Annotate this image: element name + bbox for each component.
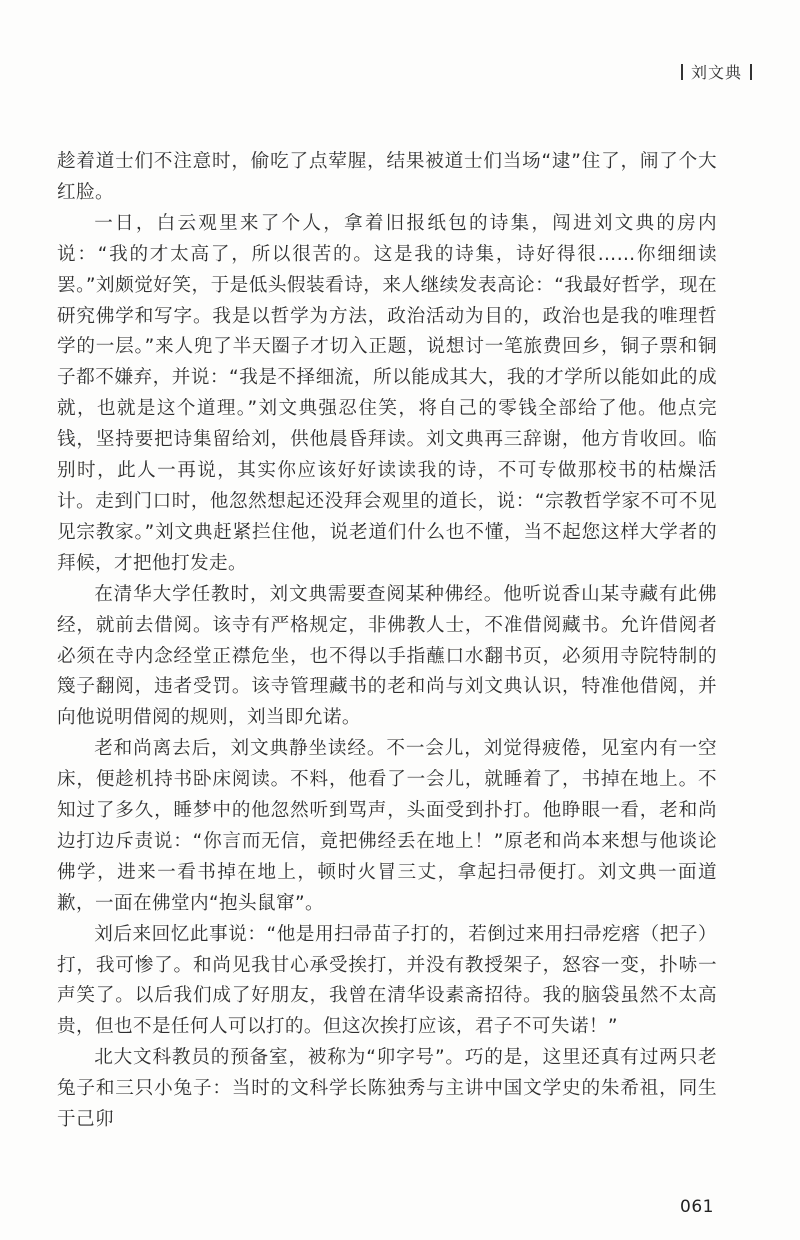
header-divider-left: [681, 64, 683, 80]
header-divider-right: [750, 64, 752, 80]
page-number: 061: [680, 1197, 714, 1217]
running-header: [681, 60, 752, 83]
paragraph: 北大文科教员的预备室，被称为“卯字号”。巧的是，这里还真有过两只老兔子和三只小兔子：当时的文科学长陈独秀与主讲中国文学史的朱希祖，同生于己卯: [57, 1047, 717, 1131]
paragraph-continued: 趁着道士们不注意时，偷吃了点荤腥，结果被道士们当场“逮”住了，闹了个大红脸。: [57, 151, 717, 203]
paragraph: 在清华大学任教时，刘文典需要查阅某种佛经。他听说香山某寺藏有此佛经，就前去借阅。该寺有严格规定，非佛教人士，不准借阅藏书。允许借阅者必须在寺内念经堂正襟危坐，也不得以手指蘸口水翻书页，必须用寺院特制的篾子翻阅，违者受罚。该寺管理藏书的老和尚与刘文典认识，特准他借阅，并向他说明借阅的规则，刘当即允诺。: [57, 583, 717, 729]
paragraph: 刘后来回忆此事说：“他是用扫帚苗子打的，若倒过来用扫帚疙瘩（把子）打，我可惨了。和尚见我甘心承受挨打，并没有教授架子，怒容一变，扑哧一声笑了。以后我们成了好朋友，我曾在清华设素斋招待。我的脑袋虽然不太高贵，但也不是任何人可以打的。但这次挨打应该，君子不可失诺！”: [57, 923, 717, 1038]
paragraph: 老和尚离去后，刘文典静坐读经。不一会儿，刘觉得疲倦，见室内有一空床，便趁机持书卧床阅读。不料，他看了一会儿，就睡着了，书掉在地上。不知过了多久，睡梦中的他忽然听到骂声，头面受到扑打。他睁眼一看，老和尚边打边斥责说：“你言而无信，竟把佛经丢在地上！”原老和尚本来想与他谈论佛学，进来一看书掉在地上，顿时火冒三丈，拿起扫帚便打。刘文典一面道歉，一面在佛堂内“抱头鼠窜”。: [57, 738, 717, 914]
paragraph: 一日，白云观里来了个人，拿着旧报纸包的诗集，闯进刘文典的房内说：“我的才太高了，所以很苦的。这是我的诗集，诗好得很……你细细读罢。”刘颇觉好笑，于是低头假装看诗，来人继续发表高论：“我最好哲学，现在研究佛学和写字。我是以哲学为方法，政治活动为目的，政治也是我的唯理哲学的一层。”来人兜了半天圈子才切入正题，说想讨一笔旅费回乡，铜子票和铜子都不嫌弃，并说：“我是不择细流，所以能成其大，我的才学所以能如此的成就，也就是这个道理。”刘文典强忍住笑，将自己的零钱全部给了他。他点完钱，坚持要把诗集留给刘，供他晨昏拜读。刘文典再三辞谢，他方肯收回。临别时，此人一再说，其实你应该好好读读我的诗，不可专做那校书的枯燥活计。走到门口时，他忽然想起还没拜会观里的道长，说：“宗教哲学家不可不见见宗教家。”刘文典赶紧拦住他，说老道们什么也不懂，当不起您这样大学者的拜候，才把他打发走。: [57, 212, 717, 574]
body-text: [57, 147, 717, 1136]
running-title: 刘文典: [690, 63, 742, 82]
